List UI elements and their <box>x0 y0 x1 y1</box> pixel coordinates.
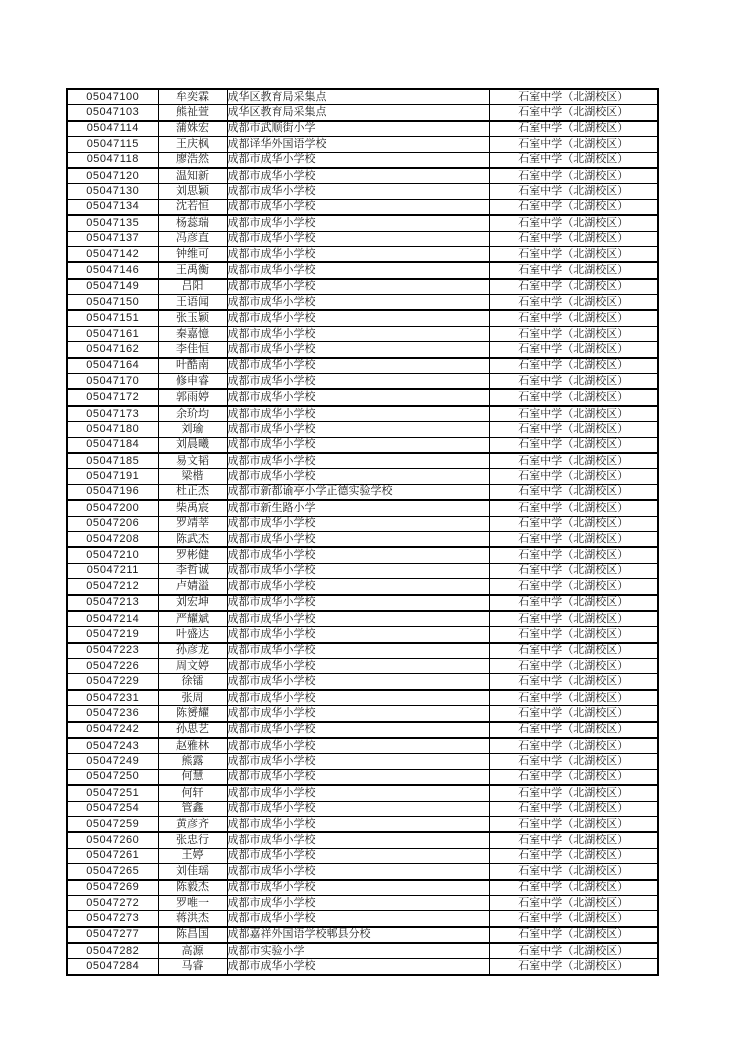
origin-school-cell: 成都嘉祥外国语学校郫县分校 <box>227 927 489 943</box>
table-row <box>67 152 658 168</box>
table-row <box>67 231 658 246</box>
table-row <box>67 959 658 975</box>
student-id-cell: 05047208 <box>67 531 158 547</box>
student-name-cell: 刘瑜 <box>158 422 227 437</box>
student-id-cell: 05047223 <box>67 643 158 659</box>
origin-school-cell: 成都市成华小学校 <box>227 358 489 374</box>
student-name-cell: 梁楷 <box>158 469 227 484</box>
student-id-cell: 05047277 <box>67 927 158 943</box>
table-row <box>67 848 658 863</box>
admitted-school-cell: 石室中学（北湖校区） <box>489 105 658 121</box>
student-id-cell: 05047260 <box>67 832 158 848</box>
student-name-cell: 杨蕊瑞 <box>158 215 227 231</box>
admitted-school-cell: 石室中学（北湖校区） <box>489 516 658 531</box>
table-row <box>67 389 658 405</box>
student-name-cell: 叶酷南 <box>158 358 227 374</box>
roster-rows <box>67 89 658 975</box>
origin-school-cell: 成都市成华小学校 <box>227 959 489 975</box>
origin-school-cell: 成都市成华小学校 <box>227 754 489 769</box>
student-id-cell: 05047272 <box>67 895 158 910</box>
student-id-cell: 05047243 <box>67 738 158 754</box>
admitted-school-cell: 石室中学（北湖校区） <box>489 785 658 801</box>
origin-school-cell: 成都市成华小学校 <box>227 262 489 278</box>
admitted-school-cell: 石室中学（北湖校区） <box>489 832 658 848</box>
admission-roster-table <box>66 88 659 976</box>
origin-school-cell: 成都市成华小学校 <box>227 895 489 910</box>
table-row <box>67 484 658 500</box>
student-id-cell: 05047251 <box>67 785 158 801</box>
admitted-school-cell: 石室中学（北湖校区） <box>489 943 658 959</box>
admitted-school-cell: 石室中学（北湖校区） <box>489 121 658 137</box>
student-name-cell: 罗唯一 <box>158 895 227 910</box>
admitted-school-cell: 石室中学（北湖校区） <box>489 469 658 484</box>
admitted-school-cell: 石室中学（北湖校区） <box>489 848 658 863</box>
origin-school-cell: 成都市成华小学校 <box>227 769 489 785</box>
student-name-cell: 刘思颖 <box>158 184 227 199</box>
student-id-cell: 05047284 <box>67 959 158 975</box>
student-id-cell: 05047196 <box>67 484 158 500</box>
student-name-cell: 熊祉萱 <box>158 105 227 121</box>
student-name-cell: 周文婷 <box>158 659 227 674</box>
origin-school-cell: 成都市成华小学校 <box>227 279 489 295</box>
table-row <box>67 579 658 595</box>
student-id-cell: 05047259 <box>67 816 158 832</box>
admitted-school-cell: 石室中学（北湖校区） <box>489 722 658 738</box>
student-id-cell: 05047226 <box>67 659 158 674</box>
student-name-cell: 陈武杰 <box>158 531 227 547</box>
student-id-cell: 05047269 <box>67 880 158 896</box>
admitted-school-cell: 石室中学（北湖校区） <box>489 801 658 816</box>
table-row <box>67 832 658 848</box>
student-name-cell: 牟奕霖 <box>158 89 227 105</box>
table-row <box>67 310 658 326</box>
table-row <box>67 500 658 516</box>
origin-school-cell: 成都市成华小学校 <box>227 880 489 896</box>
admitted-school-cell: 石室中学（北湖校区） <box>489 358 658 374</box>
table-row <box>67 895 658 910</box>
table-row <box>67 690 658 706</box>
student-name-cell: 罗靖莘 <box>158 516 227 531</box>
student-id-cell: 05047200 <box>67 500 158 516</box>
student-id-cell: 05047130 <box>67 184 158 199</box>
origin-school-cell: 成都市成华小学校 <box>227 801 489 816</box>
origin-school-cell: 成都市成华小学校 <box>227 389 489 405</box>
origin-school-cell: 成都市成华小学校 <box>227 516 489 531</box>
origin-school-cell: 成都市成华小学校 <box>227 816 489 832</box>
admitted-school-cell: 石室中学（北湖校区） <box>489 611 658 627</box>
student-name-cell: 刘佳瑶 <box>158 864 227 880</box>
student-name-cell: 柴禹宸 <box>158 500 227 516</box>
student-name-cell: 李哲诚 <box>158 563 227 578</box>
student-id-cell: 05047103 <box>67 105 158 121</box>
origin-school-cell: 成都市成华小学校 <box>227 690 489 706</box>
student-id-cell: 05047142 <box>67 246 158 262</box>
table-row <box>67 89 658 105</box>
admitted-school-cell: 石室中学（北湖校区） <box>489 927 658 943</box>
origin-school-cell: 成都市成华小学校 <box>227 547 489 563</box>
table-row <box>67 880 658 896</box>
admitted-school-cell: 石室中学（北湖校区） <box>489 295 658 311</box>
student-name-cell: 沈若恒 <box>158 199 227 215</box>
admitted-school-cell: 石室中学（北湖校区） <box>489 184 658 199</box>
table-row <box>67 374 658 390</box>
table-row <box>67 943 658 959</box>
student-name-cell: 孙彦龙 <box>158 643 227 659</box>
student-name-cell: 张玉颖 <box>158 310 227 326</box>
student-id-cell: 05047282 <box>67 943 158 959</box>
student-id-cell: 05047150 <box>67 295 158 311</box>
origin-school-cell: 成都市成华小学校 <box>227 231 489 246</box>
origin-school-cell: 成华区教育局采集点 <box>227 105 489 121</box>
student-name-cell: 刘晨曦 <box>158 437 227 453</box>
table-row <box>67 246 658 262</box>
student-name-cell: 罗彬健 <box>158 547 227 563</box>
student-id-cell: 05047261 <box>67 848 158 863</box>
admitted-school-cell: 石室中学（北湖校区） <box>489 199 658 215</box>
origin-school-cell: 成都市新生路小学 <box>227 500 489 516</box>
table-row <box>67 279 658 295</box>
table-row <box>67 121 658 137</box>
origin-school-cell: 成都市成华小学校 <box>227 437 489 453</box>
origin-school-cell: 成都市武顺街小学 <box>227 121 489 137</box>
student-name-cell: 冯彦直 <box>158 231 227 246</box>
student-id-cell: 05047231 <box>67 690 158 706</box>
origin-school-cell: 成都市成华小学校 <box>227 310 489 326</box>
admitted-school-cell: 石室中学（北湖校区） <box>489 342 658 358</box>
origin-school-cell: 成都市成华小学校 <box>227 674 489 690</box>
student-name-cell: 孙思艺 <box>158 722 227 738</box>
admitted-school-cell: 石室中学（北湖校区） <box>489 864 658 880</box>
table-row <box>67 137 658 152</box>
table-row <box>67 453 658 469</box>
student-id-cell: 05047185 <box>67 453 158 469</box>
table-row <box>67 262 658 278</box>
student-name-cell: 吕阳 <box>158 279 227 295</box>
student-id-cell: 05047134 <box>67 199 158 215</box>
student-name-cell: 修申睿 <box>158 374 227 390</box>
admitted-school-cell: 石室中学（北湖校区） <box>489 310 658 326</box>
student-id-cell: 05047120 <box>67 168 158 184</box>
student-id-cell: 05047242 <box>67 722 158 738</box>
origin-school-cell: 成都市成华小学校 <box>227 422 489 437</box>
table-row <box>67 706 658 722</box>
student-name-cell: 王语闻 <box>158 295 227 311</box>
admitted-school-cell: 石室中学（北湖校区） <box>489 437 658 453</box>
admitted-school-cell: 石室中学（北湖校区） <box>489 547 658 563</box>
student-id-cell: 05047149 <box>67 279 158 295</box>
admitted-school-cell: 石室中学（北湖校区） <box>489 531 658 547</box>
student-id-cell: 05047219 <box>67 627 158 643</box>
student-id-cell: 05047250 <box>67 769 158 785</box>
admitted-school-cell: 石室中学（北湖校区） <box>489 627 658 643</box>
table-row <box>67 816 658 832</box>
student-id-cell: 05047161 <box>67 326 158 341</box>
student-id-cell: 05047180 <box>67 422 158 437</box>
table-row <box>67 611 658 627</box>
origin-school-cell: 成都市成华小学校 <box>227 469 489 484</box>
admitted-school-cell: 石室中学（北湖校区） <box>489 880 658 896</box>
student-name-cell: 张周 <box>158 690 227 706</box>
origin-school-cell: 成都市成华小学校 <box>227 911 489 927</box>
origin-school-cell: 成都市成华小学校 <box>227 832 489 848</box>
origin-school-cell: 成都市成华小学校 <box>227 563 489 578</box>
origin-school-cell: 成都市成华小学校 <box>227 627 489 643</box>
admitted-school-cell: 石室中学（北湖校区） <box>489 279 658 295</box>
admitted-school-cell: 石室中学（北湖校区） <box>489 389 658 405</box>
student-name-cell: 王婷 <box>158 848 227 863</box>
student-id-cell: 05047211 <box>67 563 158 578</box>
admitted-school-cell: 石室中学（北湖校区） <box>489 89 658 105</box>
table-row <box>67 469 658 484</box>
admitted-school-cell: 石室中学（北湖校区） <box>489 484 658 500</box>
student-id-cell: 05047170 <box>67 374 158 390</box>
student-id-cell: 05047135 <box>67 215 158 231</box>
student-name-cell: 徐镭 <box>158 674 227 690</box>
student-name-cell: 黄彦齐 <box>158 816 227 832</box>
student-name-cell: 赵雅林 <box>158 738 227 754</box>
student-name-cell: 钟维可 <box>158 246 227 262</box>
student-name-cell: 陈毅杰 <box>158 880 227 896</box>
student-name-cell: 郭雨婷 <box>158 389 227 405</box>
origin-school-cell: 成都市成华小学校 <box>227 374 489 390</box>
table-row <box>67 911 658 927</box>
admitted-school-cell: 石室中学（北湖校区） <box>489 769 658 785</box>
student-id-cell: 05047236 <box>67 706 158 722</box>
table-row <box>67 105 658 121</box>
student-name-cell: 张忠行 <box>158 832 227 848</box>
admitted-school-cell: 石室中学（北湖校区） <box>489 674 658 690</box>
student-name-cell: 蒋洪杰 <box>158 911 227 927</box>
origin-school-cell: 成都市成华小学校 <box>227 215 489 231</box>
table-row <box>67 184 658 199</box>
student-name-cell: 刘宏坤 <box>158 595 227 611</box>
origin-school-cell: 成都市成华小学校 <box>227 152 489 168</box>
student-id-cell: 05047213 <box>67 595 158 611</box>
student-name-cell: 熊露 <box>158 754 227 769</box>
origin-school-cell: 成都市成华小学校 <box>227 785 489 801</box>
table-row <box>67 215 658 231</box>
table-row <box>67 595 658 611</box>
admitted-school-cell: 石室中学（北湖校区） <box>489 895 658 910</box>
student-name-cell: 何轩 <box>158 785 227 801</box>
table-row <box>67 627 658 643</box>
table-row <box>67 422 658 437</box>
origin-school-cell: 成都市成华小学校 <box>227 184 489 199</box>
admitted-school-cell: 石室中学（北湖校区） <box>489 690 658 706</box>
origin-school-cell: 成都市成华小学校 <box>227 453 489 469</box>
table-row <box>67 864 658 880</box>
admitted-school-cell: 石室中学（北湖校区） <box>489 959 658 975</box>
student-name-cell: 严耀斌 <box>158 611 227 627</box>
student-id-cell: 05047212 <box>67 579 158 595</box>
table-row <box>67 295 658 311</box>
table-row <box>67 406 658 422</box>
admitted-school-cell: 石室中学（北湖校区） <box>489 262 658 278</box>
table-row <box>67 516 658 531</box>
student-name-cell: 叶盛达 <box>158 627 227 643</box>
student-name-cell: 蒲姝宏 <box>158 121 227 137</box>
table-row <box>67 342 658 358</box>
origin-school-cell: 成都市成华小学校 <box>227 168 489 184</box>
table-row <box>67 358 658 374</box>
origin-school-cell: 成都市成华小学校 <box>227 199 489 215</box>
origin-school-cell: 成都市成华小学校 <box>227 342 489 358</box>
student-name-cell: 陈赟耀 <box>158 706 227 722</box>
admitted-school-cell: 石室中学（北湖校区） <box>489 816 658 832</box>
table-row <box>67 326 658 341</box>
admitted-school-cell: 石室中学（北湖校区） <box>489 137 658 152</box>
student-name-cell: 高源 <box>158 943 227 959</box>
student-name-cell: 李佳恒 <box>158 342 227 358</box>
admitted-school-cell: 石室中学（北湖校区） <box>489 500 658 516</box>
admitted-school-cell: 石室中学（北湖校区） <box>489 326 658 341</box>
admitted-school-cell: 石室中学（北湖校区） <box>489 738 658 754</box>
student-id-cell: 05047249 <box>67 754 158 769</box>
admitted-school-cell: 石室中学（北湖校区） <box>489 579 658 595</box>
student-name-cell: 卢婧溢 <box>158 579 227 595</box>
origin-school-cell: 成都市新都谕亭小学正德实验学校 <box>227 484 489 500</box>
student-name-cell: 杜正杰 <box>158 484 227 500</box>
admitted-school-cell: 石室中学（北湖校区） <box>489 246 658 262</box>
origin-school-cell: 成都市成华小学校 <box>227 579 489 595</box>
origin-school-cell: 成都市成华小学校 <box>227 406 489 422</box>
student-name-cell: 马睿 <box>158 959 227 975</box>
table-row <box>67 531 658 547</box>
origin-school-cell: 成都市成华小学校 <box>227 738 489 754</box>
student-name-cell: 管鑫 <box>158 801 227 816</box>
origin-school-cell: 成都市成华小学校 <box>227 706 489 722</box>
student-id-cell: 05047115 <box>67 137 158 152</box>
admitted-school-cell: 石室中学（北湖校区） <box>489 231 658 246</box>
admitted-school-cell: 石室中学（北湖校区） <box>489 168 658 184</box>
student-id-cell: 05047137 <box>67 231 158 246</box>
origin-school-cell: 成都市成华小学校 <box>227 848 489 863</box>
origin-school-cell: 成都市成华小学校 <box>227 326 489 341</box>
table-row <box>67 769 658 785</box>
origin-school-cell: 成都市成华小学校 <box>227 295 489 311</box>
table-row <box>67 437 658 453</box>
origin-school-cell: 成都市成华小学校 <box>227 643 489 659</box>
admitted-school-cell: 石室中学（北湖校区） <box>489 754 658 769</box>
student-id-cell: 05047173 <box>67 406 158 422</box>
student-id-cell: 05047151 <box>67 310 158 326</box>
admitted-school-cell: 石室中学（北湖校区） <box>489 643 658 659</box>
table-row <box>67 563 658 578</box>
table-row <box>67 738 658 754</box>
student-id-cell: 05047146 <box>67 262 158 278</box>
table-row <box>67 927 658 943</box>
student-name-cell: 何慧 <box>158 769 227 785</box>
student-id-cell: 05047273 <box>67 911 158 927</box>
admitted-school-cell: 石室中学（北湖校区） <box>489 374 658 390</box>
origin-school-cell: 成都市实验小学 <box>227 943 489 959</box>
student-id-cell: 05047172 <box>67 389 158 405</box>
origin-school-cell: 成都市成华小学校 <box>227 611 489 627</box>
origin-school-cell: 成都市成华小学校 <box>227 659 489 674</box>
table-row <box>67 674 658 690</box>
student-name-cell: 王庆枫 <box>158 137 227 152</box>
student-name-cell: 王禹衡 <box>158 262 227 278</box>
student-id-cell: 05047229 <box>67 674 158 690</box>
student-id-cell: 05047191 <box>67 469 158 484</box>
admitted-school-cell: 石室中学（北湖校区） <box>489 911 658 927</box>
admitted-school-cell: 石室中学（北湖校区） <box>489 595 658 611</box>
student-name-cell: 温知新 <box>158 168 227 184</box>
student-id-cell: 05047206 <box>67 516 158 531</box>
admitted-school-cell: 石室中学（北湖校区） <box>489 563 658 578</box>
table-row <box>67 659 658 674</box>
student-id-cell: 05047210 <box>67 547 158 563</box>
origin-school-cell: 成都市成华小学校 <box>227 595 489 611</box>
student-id-cell: 05047184 <box>67 437 158 453</box>
student-id-cell: 05047214 <box>67 611 158 627</box>
student-name-cell: 余玠均 <box>158 406 227 422</box>
table-row <box>67 643 658 659</box>
admitted-school-cell: 石室中学（北湖校区） <box>489 215 658 231</box>
origin-school-cell: 成都译华外国语学校 <box>227 137 489 152</box>
student-name-cell: 易文韬 <box>158 453 227 469</box>
student-name-cell: 廖浩然 <box>158 152 227 168</box>
student-name-cell: 陈昌国 <box>158 927 227 943</box>
table-row <box>67 547 658 563</box>
student-id-cell: 05047164 <box>67 358 158 374</box>
admitted-school-cell: 石室中学（北湖校区） <box>489 453 658 469</box>
table-row <box>67 785 658 801</box>
student-id-cell: 05047100 <box>67 89 158 105</box>
admitted-school-cell: 石室中学（北湖校区） <box>489 422 658 437</box>
admitted-school-cell: 石室中学（北湖校区） <box>489 659 658 674</box>
student-id-cell: 05047254 <box>67 801 158 816</box>
origin-school-cell: 成都市成华小学校 <box>227 864 489 880</box>
student-id-cell: 05047265 <box>67 864 158 880</box>
table-row <box>67 801 658 816</box>
origin-school-cell: 成都市成华小学校 <box>227 722 489 738</box>
student-name-cell: 秦嘉憶 <box>158 326 227 341</box>
scanned-table-sheet <box>66 88 659 976</box>
admitted-school-cell: 石室中学（北湖校区） <box>489 706 658 722</box>
table-row <box>67 722 658 738</box>
origin-school-cell: 成都市成华小学校 <box>227 246 489 262</box>
admitted-school-cell: 石室中学（北湖校区） <box>489 406 658 422</box>
student-id-cell: 05047114 <box>67 121 158 137</box>
table-row <box>67 199 658 215</box>
student-id-cell: 05047162 <box>67 342 158 358</box>
origin-school-cell: 成都市成华小学校 <box>227 531 489 547</box>
table-row <box>67 754 658 769</box>
admitted-school-cell: 石室中学（北湖校区） <box>489 152 658 168</box>
origin-school-cell: 成华区教育局采集点 <box>227 89 489 105</box>
student-id-cell: 05047118 <box>67 152 158 168</box>
table-row <box>67 168 658 184</box>
